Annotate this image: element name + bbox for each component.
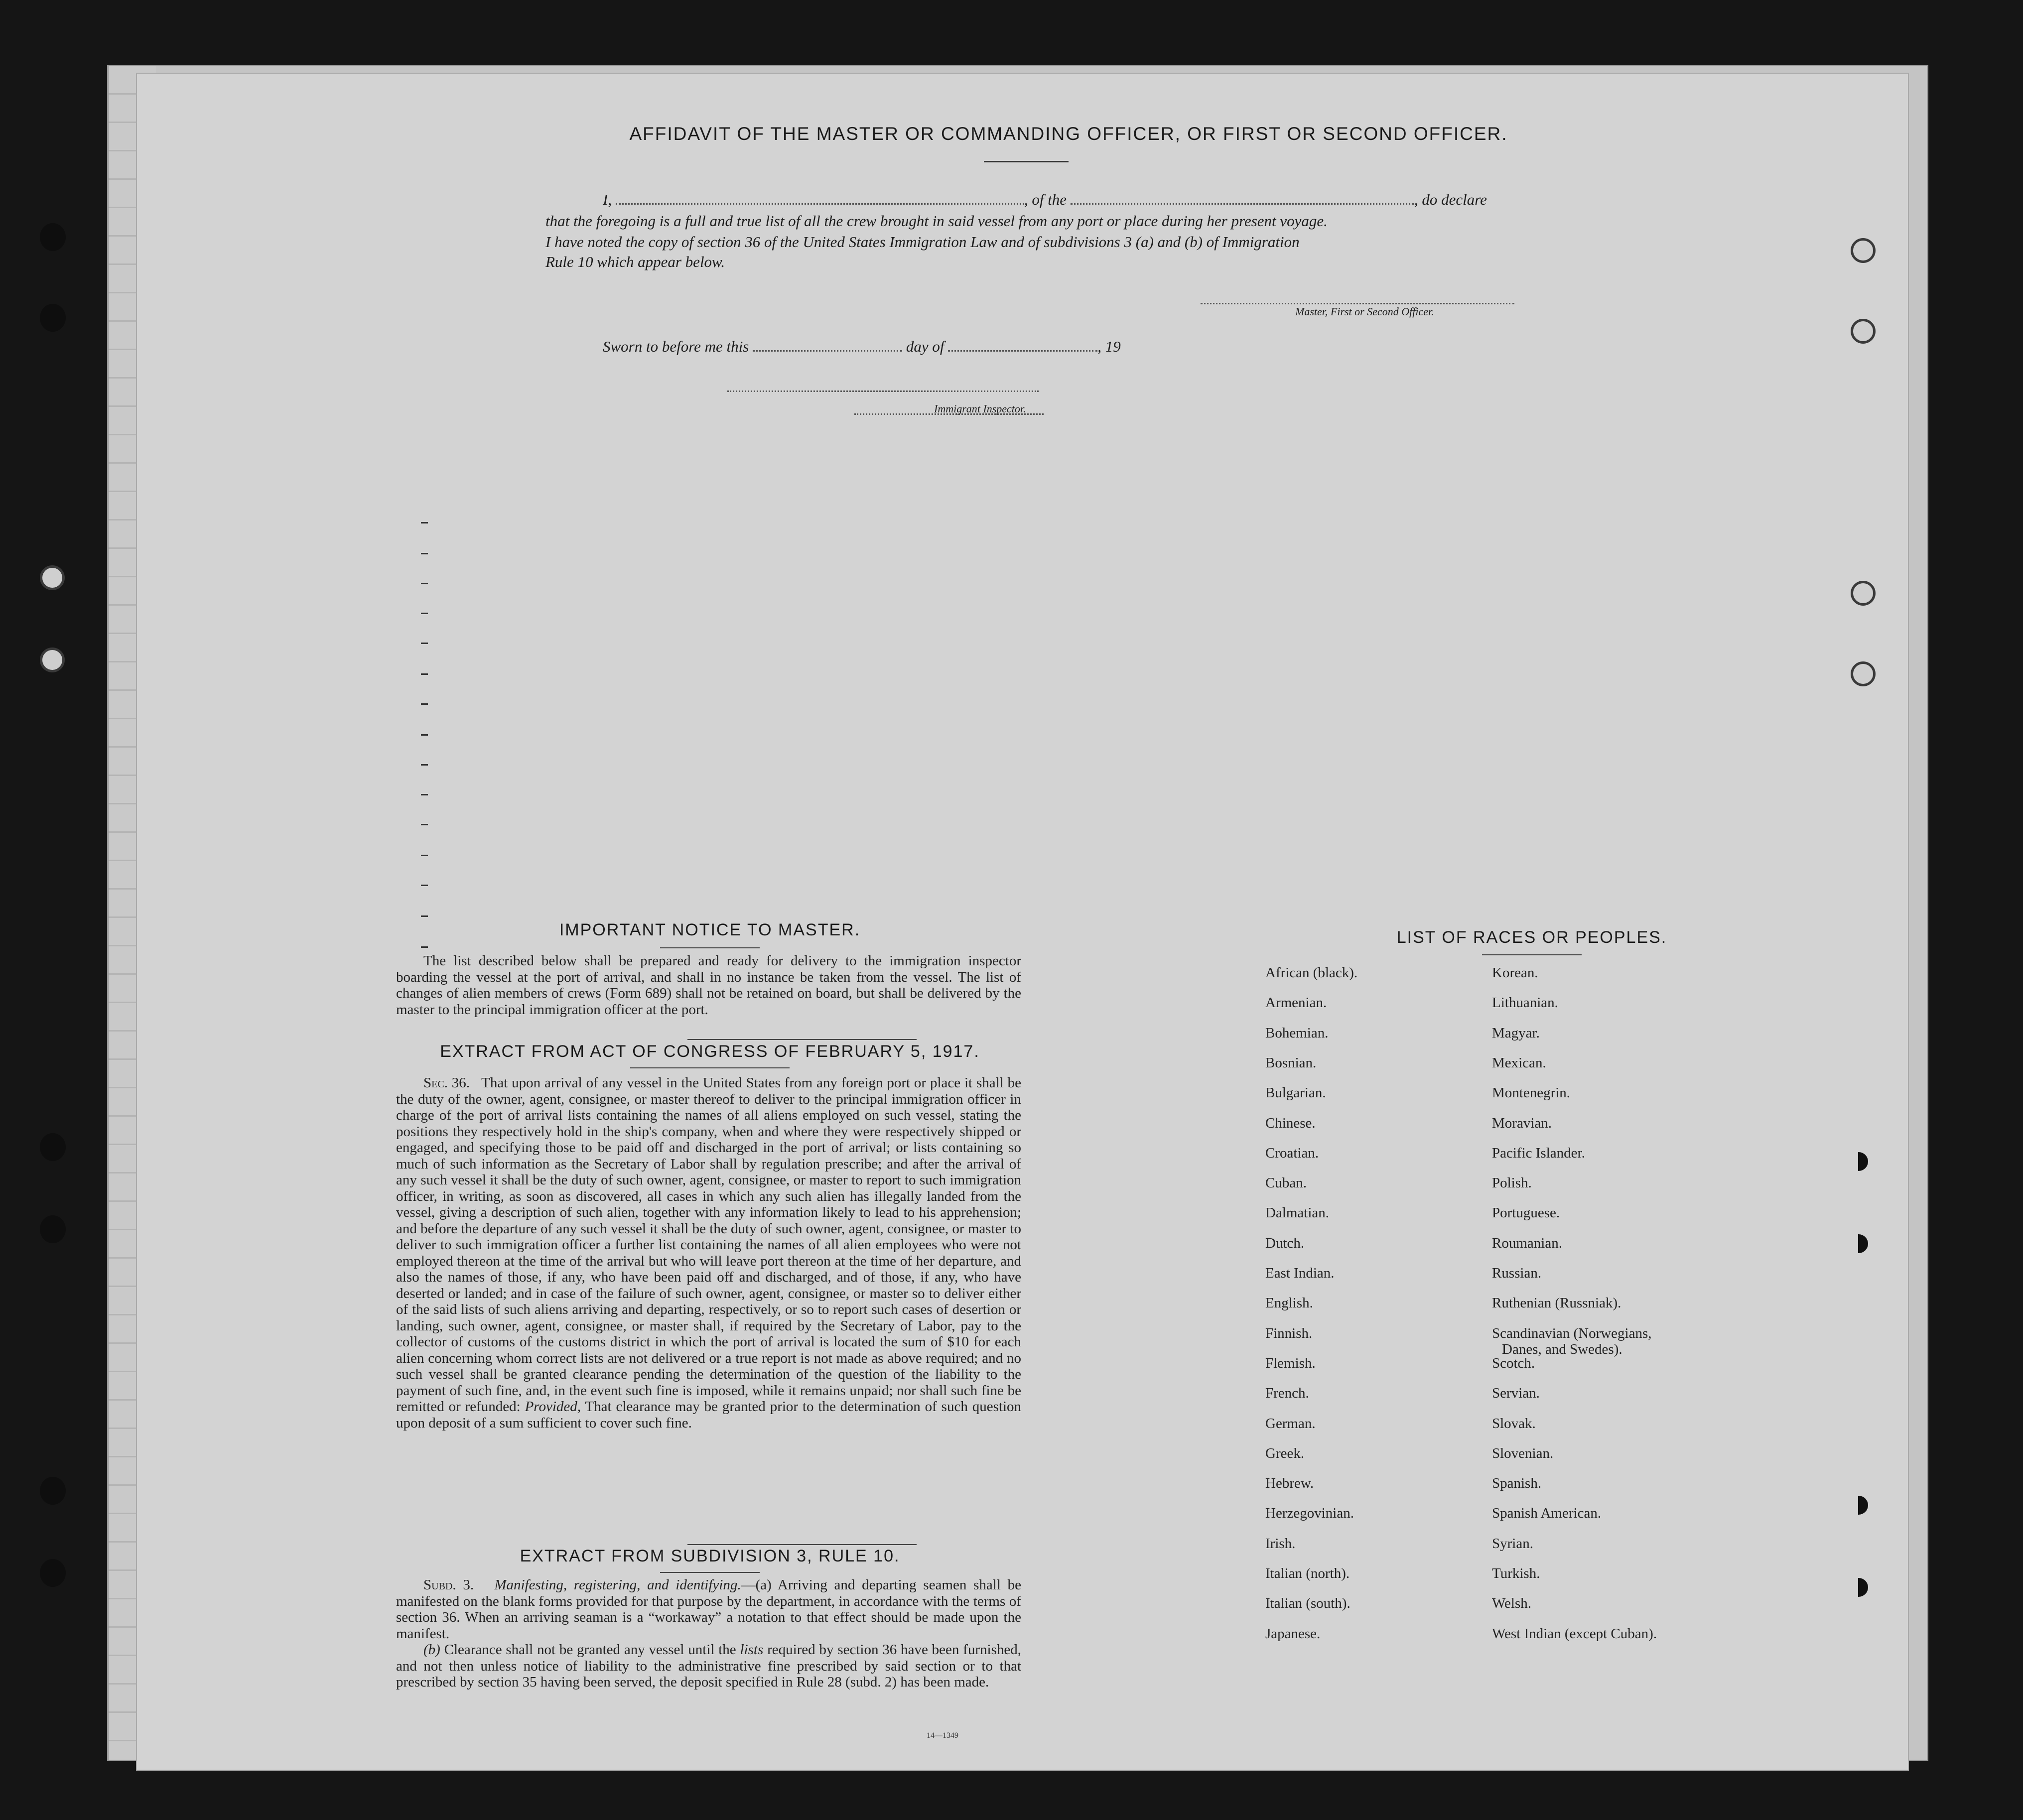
race-item: East Indian.: [1265, 1265, 1335, 1281]
subd-a-text: —(a) Arriving and departing seamen shall be manifested on the blank forms provided for that purpose by the department, in accordance with the terms of section 36. When an arriving seaman is a “workaway” a notation to that effect should be made upon the manifest.: [396, 1577, 1021, 1642]
notice-text: The list described below shall be prepared and ready for delivery to the immigration inspector boarding the vessel at the port of arrival, and shall in no instance be taken from the vessel. The list of changes of alien members of crews (Form 689) shall not be retained on board, but shall be delivered by the master to the principal immigration officer at the port.: [396, 953, 1021, 1018]
subd-heading: Manifesting, registering, and identifying.: [494, 1577, 741, 1593]
day-of-label: day of: [906, 338, 944, 355]
of-the-label: , of the: [1024, 191, 1067, 208]
sworn-day-field[interactable]: [753, 350, 902, 352]
inspector-label: Immigrant Inspector.: [934, 402, 1026, 415]
margin-tick: [421, 855, 428, 856]
race-item: Korean.: [1492, 965, 1538, 981]
declaration-line-4: Rule 10 which appear below.: [545, 253, 725, 270]
race-item: Lithuanian.: [1492, 995, 1558, 1011]
race-item: Finnish.: [1265, 1325, 1313, 1341]
race-item: Russian.: [1492, 1265, 1542, 1281]
race-item: Moravian.: [1492, 1115, 1552, 1131]
margin-tick: [421, 824, 428, 825]
inspector-signature-field[interactable]: [727, 390, 1039, 392]
race-item: Bulgarian.: [1265, 1085, 1326, 1101]
binder-hole: [40, 565, 65, 590]
race-item: Montenegrin.: [1492, 1085, 1571, 1101]
margin-tick: [421, 643, 428, 644]
document-page: [137, 74, 1908, 1770]
binder-hole: [40, 223, 66, 251]
race-item: Polish.: [1492, 1175, 1532, 1191]
race-item: French.: [1265, 1385, 1309, 1402]
act-text: [396, 1075, 1021, 1431]
rule10-title: EXTRACT FROM SUBDIVISION 3, RULE 10.: [520, 1547, 900, 1565]
binder-hole: [40, 1133, 66, 1161]
notice-text-block: [396, 953, 1021, 1018]
sworn-line: [603, 338, 1121, 356]
race-item: Croatian.: [1265, 1145, 1319, 1161]
binder-hole: [40, 1215, 66, 1243]
race-item: Danes, and Swedes).: [1502, 1341, 1622, 1357]
declaration-line-1: [603, 191, 1666, 209]
declare-label: , do declare: [1414, 191, 1487, 208]
race-item: Hebrew.: [1265, 1475, 1314, 1492]
margin-tick: [421, 946, 428, 948]
race-item: Flemish.: [1265, 1355, 1316, 1371]
race-item: Slovenian.: [1492, 1445, 1554, 1461]
binder-hole: [1858, 1152, 1868, 1171]
race-item: Welsh.: [1492, 1595, 1532, 1612]
act-title: EXTRACT FROM ACT OF CONGRESS OF FEBRUARY 5, 1917.: [440, 1042, 980, 1061]
race-item: Ruthenian (Russniak).: [1492, 1295, 1621, 1311]
signature-label: Master, First or Second Officer.: [1295, 305, 1434, 318]
binder-hole: [1851, 581, 1876, 606]
form-number: 14—1349: [927, 1731, 958, 1740]
race-item: Japanese.: [1265, 1625, 1321, 1642]
race-item: Herzegovinian.: [1265, 1505, 1354, 1522]
year-label: , 19: [1097, 338, 1121, 355]
margin-tick: [421, 673, 428, 675]
affidavit-title: AFFIDAVIT OF THE MASTER OR COMMANDING OFFICER, OR FIRST OR SECOND OFFICER.: [629, 124, 1508, 144]
declaration-line-2: that the foregoing is a full and true list of all the crew brought in said vessel from any port or place during her present voyage.: [545, 212, 1328, 230]
binder-hole: [1851, 319, 1876, 344]
title-rule: [984, 161, 1069, 162]
margin-tick: [421, 794, 428, 795]
notice-end-rule: [687, 1039, 917, 1040]
race-item: Dutch.: [1265, 1235, 1305, 1251]
race-item: Roumanian.: [1492, 1235, 1562, 1251]
act-body-end: That clearance may be granted prior to the determination of such question upon deposit of a sum sufficient to cover such fine.: [396, 1399, 1021, 1431]
race-item: African (black).: [1265, 965, 1358, 981]
races-title: LIST OF RACES OR PEOPLES.: [1396, 928, 1667, 947]
margin-tick: [421, 522, 428, 523]
act-title-rule: [630, 1067, 790, 1068]
provided-label: Provided,: [525, 1399, 581, 1415]
race-item: Irish.: [1265, 1535, 1296, 1552]
notice-title: IMPORTANT NOTICE TO MASTER.: [559, 920, 861, 939]
margin-tick: [421, 613, 428, 614]
sworn-label: Sworn to before me this: [603, 338, 749, 355]
race-item: Chinese.: [1265, 1115, 1316, 1131]
binder-hole: [1851, 661, 1876, 686]
race-item: Spanish.: [1492, 1475, 1542, 1492]
binder-hole: [40, 304, 66, 332]
sec-label: Sec. 36.: [423, 1075, 470, 1091]
race-item: Pacific Islander.: [1492, 1145, 1585, 1161]
race-item: Italian (north).: [1265, 1565, 1350, 1581]
race-item: Portuguese.: [1492, 1205, 1560, 1221]
race-item: Scandinavian (Norwegians,: [1492, 1325, 1652, 1341]
binder-hole: [1858, 1496, 1868, 1515]
margin-tick: [421, 915, 428, 917]
race-item: Cuban.: [1265, 1175, 1307, 1191]
rule10-text-block: [396, 1577, 1021, 1690]
race-item: Slovak.: [1492, 1415, 1536, 1431]
race-item: Turkish.: [1492, 1565, 1540, 1581]
race-item: Syrian.: [1492, 1535, 1533, 1552]
binder-hole: [1851, 238, 1876, 263]
subd-label: Subd. 3.: [423, 1577, 474, 1593]
binder-hole: [1858, 1234, 1868, 1253]
subd-b-text-2: required by section 36 have been furnished, and not then unless notice of liability to the administrative fine prescribed by said section or to that prescribed by section 35 having been served, the deposit specified in Rule 28 (subd. 2) has been made.: [396, 1642, 1022, 1690]
margin-tick: [421, 885, 428, 886]
margin-tick: [421, 703, 428, 705]
notice-title-rule: [660, 947, 760, 948]
act-body: That upon arrival of any vessel in the United States from any foreign port or place it shall be the duty of the owner, agent, consignee, or master thereof to deliver to the principal immigration officer in charge of the port of arrival lists containing the names of all aliens employed on such vessel, stating the positions they respectively hold in the ship's company, when and where they were respectively shipped or engaged, and specifying those to be paid off and discharged in the port of arrival; or lists containing so much of such information as the Secretary of Labor shall by regulation prescribe; and after the arrival of any such vessel it shall be the duty of such owner, agent, consignee, or master to report to such immigration officer, in writing, as soon as discovered, all cases in which any such alien has illegally landed from the vessel, giving a description of such alien, together with any information likely to lead to his apprehension; and before the departure of any such vessel it shall be the duty of such owner, agent, consignee, or master to deliver to such immigration officer a further list containing the names of all alien employees who were not employed thereon at the time of the arrival but who will leave port thereon at the time of her departure, and also the names of those, if any, who have been paid off and discharged, and of those, if any, who have deserted or landed; and in case of the failure of such owner, agent, consignee, or master so to deliver either of the said lists of such aliens arriving and departing, respectively, or so to report such cases of desertion or landing, such owner, agent, consignee, or master shall, if required by the Secretary of Labor, pay to the collector of customs of the customs district in which the port of arrival is located the sum of $10 for each alien concerning whom correct lists are not delivered or a true report is not made as above required; and no such vessel shall be granted clearance pending the determination of the question of the liability to the payment of such fine, and, in the event such fine is imposed, while it remains unpaid; nor shall such fine be remitted or refunded:: [396, 1075, 1021, 1415]
race-item: Bosnian.: [1265, 1054, 1317, 1071]
race-item: Italian (south).: [1265, 1595, 1350, 1612]
race-item: Dalmatian.: [1265, 1205, 1330, 1221]
race-item: English.: [1265, 1295, 1313, 1311]
race-item: Greek.: [1265, 1445, 1305, 1461]
race-item: Armenian.: [1265, 995, 1327, 1011]
declaration-line-3: I have noted the copy of section 36 of the United States Immigration Law and of subdivisions 3 (a) and (b) of Immigration: [545, 233, 1300, 251]
subd-b-text-1: Clearance shall not be granted any vessel until the: [444, 1642, 736, 1658]
binder-hole: [40, 648, 65, 672]
rule10-title-rule: [660, 1572, 760, 1573]
act-end-rule: [687, 1544, 917, 1545]
margin-tick: [421, 734, 428, 736]
act-text-block: [396, 1075, 1021, 1431]
race-item: Mexican.: [1492, 1054, 1546, 1071]
races-title-rule: [1482, 954, 1582, 955]
vessel-name-field[interactable]: [1071, 203, 1414, 205]
binder-hole: [40, 1559, 66, 1587]
margin-tick: [421, 764, 428, 766]
race-item: Spanish American.: [1492, 1505, 1602, 1522]
rule10-subd-b: [396, 1642, 1021, 1690]
margin-tick: [421, 583, 428, 584]
binder-hole: [1858, 1578, 1868, 1597]
race-item: Bohemian.: [1265, 1025, 1329, 1041]
margin-tick: [421, 553, 428, 554]
race-item: Magyar.: [1492, 1025, 1540, 1041]
officer-name-field[interactable]: [616, 203, 1024, 205]
race-item: Scotch.: [1492, 1355, 1535, 1371]
rule10-subd-a: [396, 1577, 1021, 1642]
race-item: Servian.: [1492, 1385, 1540, 1402]
subd-b-label: (b): [423, 1642, 440, 1658]
race-item: German.: [1265, 1415, 1316, 1431]
sworn-month-field[interactable]: [948, 350, 1097, 352]
i-label: I,: [603, 191, 612, 208]
binder-hole: [40, 1477, 66, 1505]
officer-signature-field[interactable]: [1201, 303, 1514, 304]
race-item: West Indian (except Cuban).: [1492, 1625, 1657, 1642]
subd-b-lists: lists: [740, 1642, 764, 1658]
